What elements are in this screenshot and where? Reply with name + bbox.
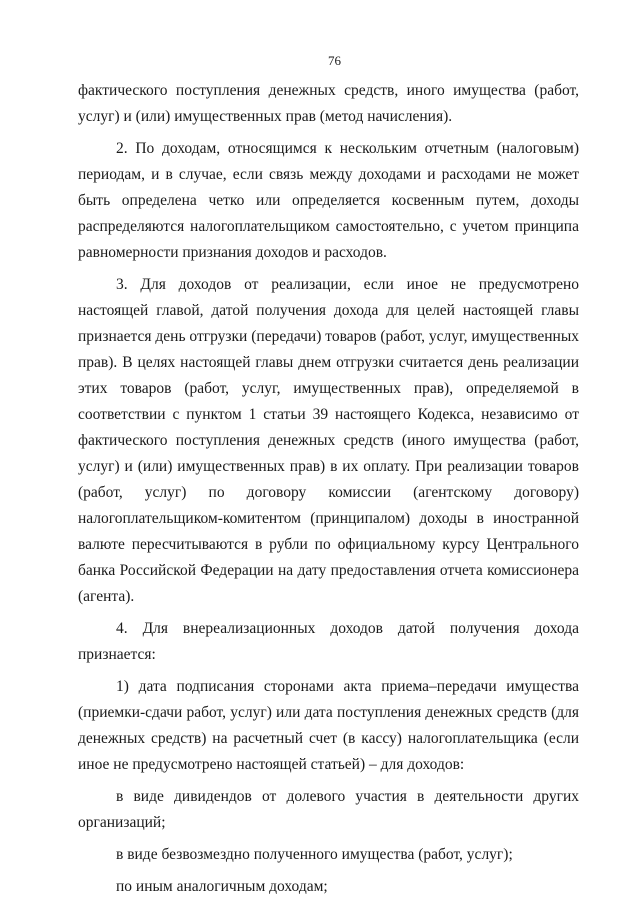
paragraph-dividends: в виде дивидендов от долевого участия в деятельности других организаций; [78, 788, 579, 831]
paragraph-item-2: 2. По доходам, относящимся к нескольким отчетным (налоговым) периодам, и в случае, если связь между доходами и расходами не может быть определена четко или определяется косвенным путем, доходы распределяются налогоплательщиком самостоятельно, с учетом принципа равномерности признания доходов и расходов. [78, 140, 579, 261]
paragraph-free-property: в виде безвозмездно полученного имущества (работ, услуг); [116, 846, 513, 863]
paragraph-other-income: по иным аналогичным доходам; [116, 878, 328, 895]
page-number: 76 [328, 53, 341, 68]
paragraph-subitem-1: 1) дата подписания сторонами акта приема–передачи имущества (приемки-сдачи работ, услуг) или дата поступления денежных средств (для денежных средств) на расчетный счет (в кассу) налогоплательщика (если иное не предусмотрено настоящей статьей) – для доходов: [78, 678, 579, 773]
paragraph-item-3: 3. Для доходов от реализации, если иное не предусмотрено настоящей главой, датой получения дохода для целей настоящей главы признается день отгрузки (передачи) товаров (работ, услуг, имущественных прав). В целях настоящей главы днем отгрузки считается день реализации этих товаров (работ, услуг, имущественных прав), определяемой в соответствии с пунктом 1 статьи 39 настоящего Кодекса, независимо от фактического поступления денежных средств (иного имущества (работ, услуг) и (или) имущественных прав) в их оплату. При реализации товаров (работ, услуг) по договору комиссии (агентскому договору) налогоплательщиком-комитентом (принципалом) доходы в иностранной валюте пересчитываются в рубли по официальному курсу Центрального банка Российской Федерации на дату предоставления отчета комиссионера (агента). [78, 276, 579, 605]
paragraph-continuation: фактического поступления денежных средств, иного имущества (работ, услуг) и (или) имущественных прав (метод начисления). [78, 82, 579, 125]
paragraph-item-4: 4. Для внереализационных доходов датой получения дохода признается: [78, 620, 579, 663]
